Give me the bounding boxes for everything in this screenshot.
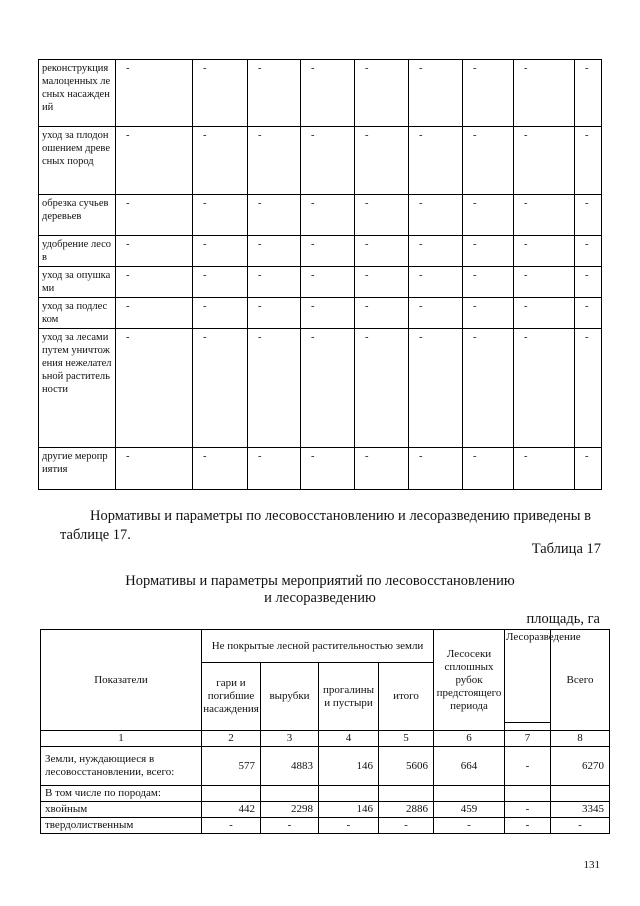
cell-value: - xyxy=(514,298,575,329)
units-label: площадь, га xyxy=(526,611,600,627)
cell-value: - xyxy=(514,195,575,236)
cell-value: - xyxy=(575,60,602,127)
row-label: удобрение лесов xyxy=(39,236,116,267)
cell-value: - xyxy=(514,329,575,448)
cell-value: - xyxy=(301,267,355,298)
column-number-row xyxy=(41,731,610,747)
cell-value: - xyxy=(355,127,409,195)
cell-value: - xyxy=(116,298,193,329)
cell-value: - xyxy=(248,236,301,267)
row-label: Земли, нуждающиеся в лесовосстановлении, всего: xyxy=(41,747,202,786)
column-number: 4 xyxy=(319,731,379,747)
cell-value xyxy=(551,786,610,802)
cell-value: - xyxy=(514,127,575,195)
page-number: 131 xyxy=(583,859,600,871)
header-afforestation: Лесоразведение xyxy=(505,630,551,723)
table-number: Таблица 17 xyxy=(531,541,601,557)
cell-value: - xyxy=(116,448,193,490)
cell-value: - xyxy=(575,298,602,329)
cell-value: - xyxy=(355,267,409,298)
cell-value: - xyxy=(463,298,514,329)
cell-value: - xyxy=(116,267,193,298)
row-label: уход за лесами путем уничтожения нежелательной растительности xyxy=(39,329,116,448)
header-empty xyxy=(505,723,551,731)
row-label: обрезка сучьев деревьев xyxy=(39,195,116,236)
table-caption xyxy=(40,573,600,607)
header-clearings: вырубки xyxy=(261,663,319,731)
cell-value: - xyxy=(409,267,463,298)
column-number: 5 xyxy=(379,731,434,747)
table-row xyxy=(39,298,602,329)
cell-value: - xyxy=(193,127,248,195)
cell-value: - xyxy=(463,329,514,448)
header-glades: прогалины и пустыри xyxy=(319,663,379,731)
header-indicators: Показатели xyxy=(41,630,202,731)
cell-value: - xyxy=(301,329,355,448)
cell-value: - xyxy=(505,802,551,818)
header-burned: гари и погибшие насаждения xyxy=(202,663,261,731)
cell-value: - xyxy=(248,195,301,236)
cell-value: - xyxy=(575,329,602,448)
cell-value xyxy=(379,786,434,802)
cell-value: - xyxy=(301,236,355,267)
cell-value: - xyxy=(301,60,355,127)
table-row xyxy=(39,448,602,490)
cell-value: - xyxy=(409,195,463,236)
cell-value: - xyxy=(116,195,193,236)
row-label: уход за подлеском xyxy=(39,298,116,329)
cell-value: - xyxy=(575,236,602,267)
cell-value: - xyxy=(514,60,575,127)
cell-value: - xyxy=(463,267,514,298)
row-label: хвойным xyxy=(41,802,202,818)
cell-value: - xyxy=(261,818,319,834)
cell-value: - xyxy=(248,298,301,329)
cell-value: 2886 xyxy=(379,802,434,818)
caption-line-2: и лесоразведению xyxy=(264,590,376,606)
cell-value: - xyxy=(193,236,248,267)
cell-value: - xyxy=(193,448,248,490)
header-all: Всего xyxy=(551,630,610,731)
cell-value: - xyxy=(514,448,575,490)
column-number: 7 xyxy=(505,731,551,747)
cell-value: - xyxy=(463,448,514,490)
cell-value: - xyxy=(319,818,379,834)
cell-value: - xyxy=(301,195,355,236)
cell-value xyxy=(434,786,505,802)
cell-value: - xyxy=(248,267,301,298)
column-number: 8 xyxy=(551,731,610,747)
header-not-covered: Не покрытые лесной растительностью земли xyxy=(202,630,434,663)
intro-paragraph: Нормативы и параметры по лесовосстановлению и лесоразведению приведены в таблице 17. xyxy=(60,508,591,543)
cell-value: - xyxy=(463,60,514,127)
cell-value: - xyxy=(575,127,602,195)
table-row xyxy=(41,802,610,818)
cell-value: 3345 xyxy=(551,802,610,818)
cell-value: - xyxy=(463,127,514,195)
cell-value: - xyxy=(505,747,551,786)
cell-value xyxy=(319,786,379,802)
cell-value: 146 xyxy=(319,802,379,818)
cell-value: - xyxy=(463,236,514,267)
cell-value: - xyxy=(116,329,193,448)
row-label: твердолиственным xyxy=(41,818,202,834)
cell-value: 5606 xyxy=(379,747,434,786)
cell-value: - xyxy=(248,448,301,490)
table-row xyxy=(39,60,602,127)
table-row xyxy=(39,267,602,298)
cell-value: - xyxy=(505,818,551,834)
row-label: другие мероприятия xyxy=(39,448,116,490)
table-row xyxy=(41,747,610,786)
cell-value: 146 xyxy=(319,747,379,786)
cell-value: - xyxy=(301,448,355,490)
cell-value: 2298 xyxy=(261,802,319,818)
cell-value: - xyxy=(379,818,434,834)
cell-value: 4883 xyxy=(261,747,319,786)
cell-value: - xyxy=(551,818,610,834)
cell-value: - xyxy=(116,60,193,127)
cell-value: - xyxy=(409,60,463,127)
cell-value: - xyxy=(409,298,463,329)
cell-value: - xyxy=(248,127,301,195)
cell-value: - xyxy=(409,329,463,448)
cell-value: - xyxy=(355,298,409,329)
cell-value: - xyxy=(514,236,575,267)
cell-value: - xyxy=(355,60,409,127)
cell-value: - xyxy=(355,195,409,236)
cell-value: - xyxy=(116,236,193,267)
cell-value: 6270 xyxy=(551,747,610,786)
cell-value: - xyxy=(202,818,261,834)
column-number: 3 xyxy=(261,731,319,747)
cell-value: - xyxy=(301,298,355,329)
cell-value: - xyxy=(575,267,602,298)
cell-value: - xyxy=(355,448,409,490)
row-label: реконструкция малоценных лесных насаждений xyxy=(39,60,116,127)
table-row xyxy=(39,329,602,448)
cell-value xyxy=(261,786,319,802)
cell-value xyxy=(505,786,551,802)
cell-value: 577 xyxy=(202,747,261,786)
cell-value: - xyxy=(193,60,248,127)
cell-value: - xyxy=(193,298,248,329)
cell-value: 442 xyxy=(202,802,261,818)
cell-value: - xyxy=(248,60,301,127)
cell-value: - xyxy=(355,329,409,448)
column-number: 2 xyxy=(202,731,261,747)
cell-value: - xyxy=(248,329,301,448)
cell-value: - xyxy=(193,267,248,298)
table-row xyxy=(41,818,610,834)
cell-value: - xyxy=(514,267,575,298)
table-row xyxy=(39,236,602,267)
table-row xyxy=(41,786,610,802)
cell-value: - xyxy=(409,127,463,195)
cell-value: - xyxy=(434,818,505,834)
forest-care-table xyxy=(38,59,602,490)
column-number: 6 xyxy=(434,731,505,747)
cell-value: 459 xyxy=(434,802,505,818)
header-cutting-areas: Лесосеки сплошных рубок предстоящего периода xyxy=(434,630,505,731)
cell-value: - xyxy=(193,195,248,236)
table-row xyxy=(39,195,602,236)
cell-value: - xyxy=(575,195,602,236)
cell-value: - xyxy=(116,127,193,195)
cell-value: - xyxy=(301,127,355,195)
caption-line-1: Нормативы и параметры мероприятий по лесовосстановлению xyxy=(125,573,515,589)
cell-value: 664 xyxy=(434,747,505,786)
cell-value: - xyxy=(575,448,602,490)
row-label: В том числе по породам: xyxy=(41,786,202,802)
cell-value: - xyxy=(463,195,514,236)
reforestation-table xyxy=(40,629,610,834)
cell-value: - xyxy=(355,236,409,267)
table-row xyxy=(39,127,602,195)
cell-value: - xyxy=(409,236,463,267)
header-total-sub: итого xyxy=(379,663,434,731)
row-label: уход за опушками xyxy=(39,267,116,298)
column-number: 1 xyxy=(41,731,202,747)
row-label: уход за плодоношением древесных пород xyxy=(39,127,116,195)
cell-value xyxy=(202,786,261,802)
cell-value: - xyxy=(409,448,463,490)
cell-value: - xyxy=(193,329,248,448)
